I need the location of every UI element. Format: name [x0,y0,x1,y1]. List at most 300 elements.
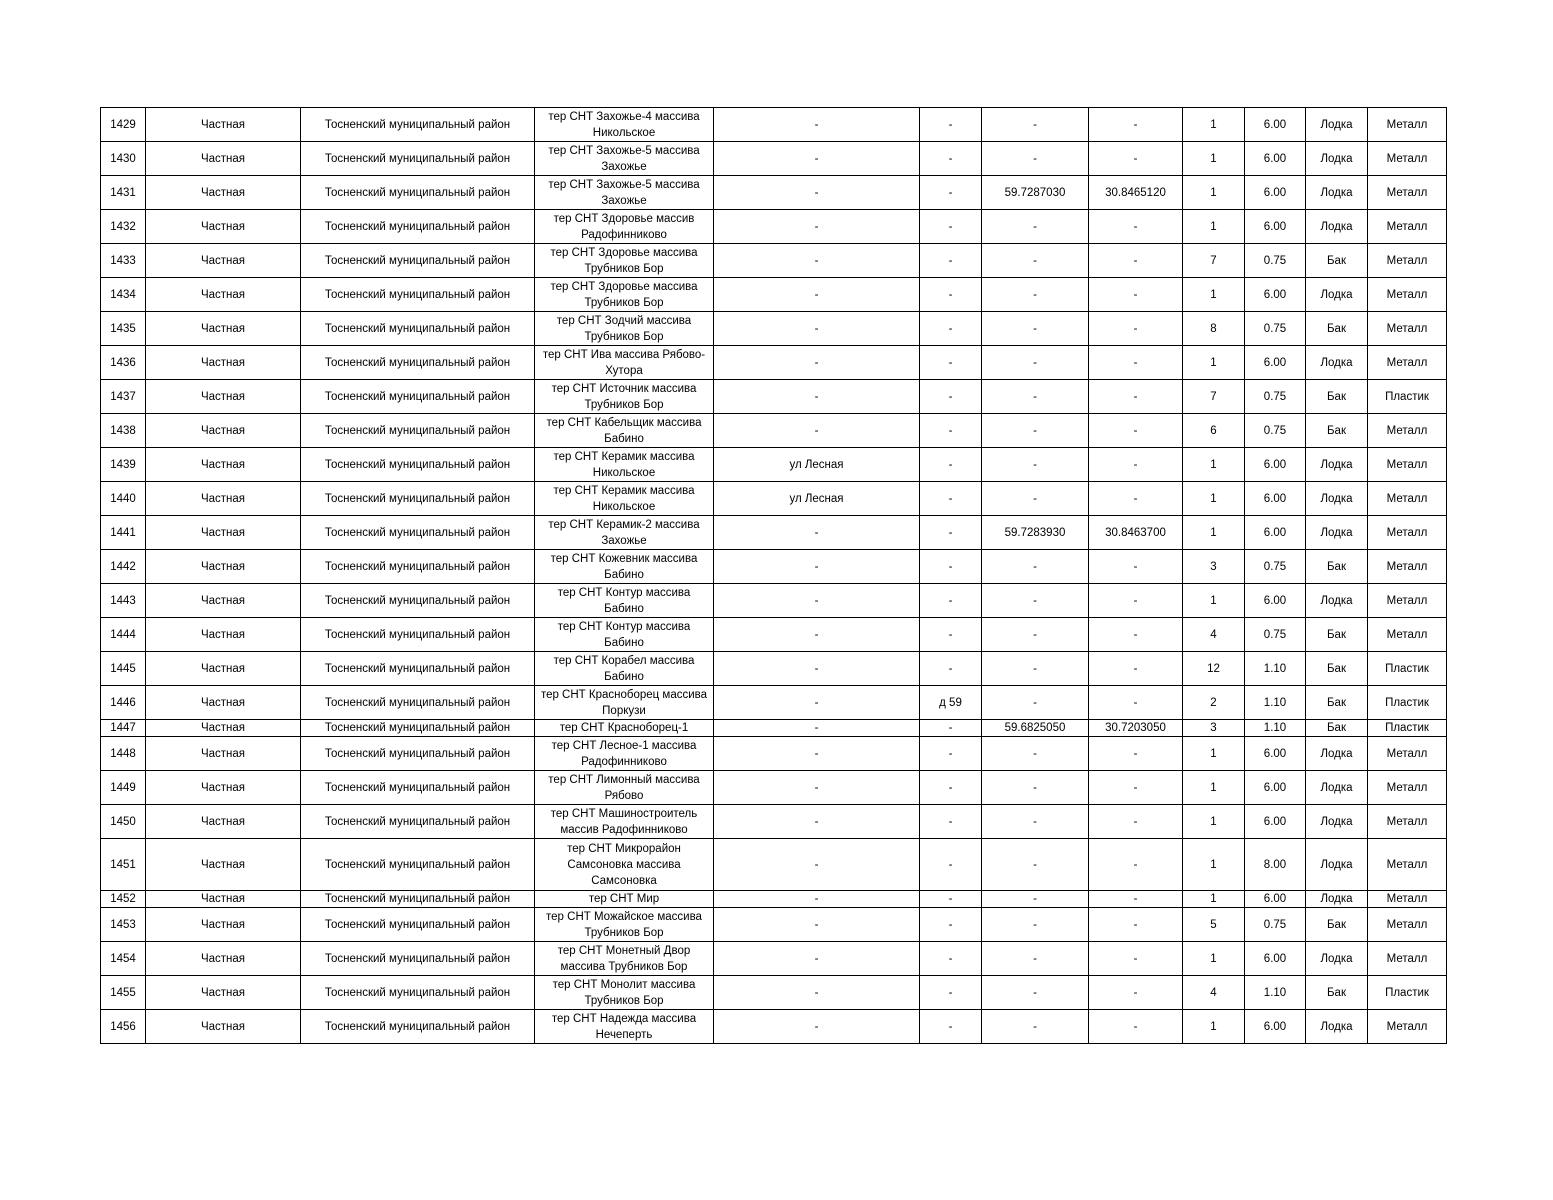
cell-container-material: Металл [1368,942,1447,976]
cell-latitude: - [982,908,1089,942]
cell-container-material: Металл [1368,448,1447,482]
cell-container-volume: 0.75 [1245,380,1306,414]
cell-container-type: Лодка [1306,584,1368,618]
cell-latitude: - [982,839,1089,891]
cell-district: Тосненский муниципальный район [301,584,535,618]
cell-district: Тосненский муниципальный район [301,771,535,805]
cell-longitude: - [1089,278,1183,312]
cell-ownership: Частная [146,414,301,448]
cell-ownership: Частная [146,771,301,805]
cell-district: Тосненский муниципальный район [301,312,535,346]
cell-container-material: Металл [1368,176,1447,210]
cell-container-material: Металл [1368,346,1447,380]
cell-container-count: 6 [1183,414,1245,448]
table-row [101,771,1447,805]
cell-container-volume: 6.00 [1245,891,1306,908]
cell-ownership: Частная [146,737,301,771]
cell-latitude: - [982,652,1089,686]
cell-container-volume: 6.00 [1245,805,1306,839]
cell-container-count: 1 [1183,278,1245,312]
cell-location: тер СНТ Машиностроитель массив Радофинниково [535,805,714,839]
cell-ownership: Частная [146,720,301,737]
cell-container-type: Бак [1306,312,1368,346]
cell-number: 1442 [101,550,146,584]
cell-container-volume: 6.00 [1245,584,1306,618]
cell-district: Тосненский муниципальный район [301,652,535,686]
cell-street: - [714,312,920,346]
cell-latitude: - [982,618,1089,652]
cell-ownership: Частная [146,482,301,516]
cell-district: Тосненский муниципальный район [301,908,535,942]
cell-container-count: 1 [1183,142,1245,176]
cell-container-material: Пластик [1368,976,1447,1010]
cell-number: 1449 [101,771,146,805]
cell-ownership: Частная [146,380,301,414]
cell-latitude: - [982,737,1089,771]
cell-container-volume: 0.75 [1245,244,1306,278]
cell-number: 1432 [101,210,146,244]
cell-district: Тосненский муниципальный район [301,448,535,482]
table-row [101,891,1447,908]
cell-container-count: 1 [1183,584,1245,618]
cell-number: 1439 [101,448,146,482]
cell-longitude: - [1089,380,1183,414]
cell-latitude: - [982,278,1089,312]
cell-ownership: Частная [146,142,301,176]
cell-house: - [920,618,982,652]
table-row [101,210,1447,244]
cell-number: 1451 [101,839,146,891]
cell-longitude: - [1089,686,1183,720]
cell-house: - [920,448,982,482]
cell-house: - [920,278,982,312]
table-row [101,244,1447,278]
cell-ownership: Частная [146,891,301,908]
table-row [101,108,1447,142]
cell-container-material: Металл [1368,210,1447,244]
cell-location: тер СНТ Микрорайон Самсоновка массива Самсоновка [535,839,714,891]
cell-district: Тосненский муниципальный район [301,210,535,244]
cell-container-count: 1 [1183,737,1245,771]
cell-location: тер СНТ Можайское массива Трубников Бор [535,908,714,942]
cell-longitude: - [1089,618,1183,652]
cell-container-material: Металл [1368,771,1447,805]
cell-street: - [714,380,920,414]
cell-number: 1454 [101,942,146,976]
cell-ownership: Частная [146,176,301,210]
cell-container-type: Бак [1306,414,1368,448]
table-row [101,584,1447,618]
cell-ownership: Частная [146,584,301,618]
table-body [101,108,1447,1044]
cell-container-material: Металл [1368,414,1447,448]
cell-ownership: Частная [146,278,301,312]
cell-street: - [714,976,920,1010]
cell-container-volume: 1.10 [1245,720,1306,737]
table-row [101,805,1447,839]
cell-container-volume: 6.00 [1245,942,1306,976]
cell-container-volume: 6.00 [1245,346,1306,380]
table-row [101,942,1447,976]
cell-longitude: - [1089,142,1183,176]
cell-longitude: - [1089,839,1183,891]
cell-district: Тосненский муниципальный район [301,516,535,550]
cell-container-material: Металл [1368,839,1447,891]
cell-container-type: Бак [1306,244,1368,278]
cell-container-type: Лодка [1306,346,1368,380]
cell-container-count: 1 [1183,516,1245,550]
cell-container-type: Бак [1306,976,1368,1010]
cell-container-volume: 6.00 [1245,771,1306,805]
cell-container-count: 2 [1183,686,1245,720]
cell-container-count: 1 [1183,942,1245,976]
cell-ownership: Частная [146,346,301,380]
cell-district: Тосненский муниципальный район [301,414,535,448]
cell-street: - [714,720,920,737]
cell-container-type: Лодка [1306,805,1368,839]
cell-house: - [920,516,982,550]
cell-container-type: Бак [1306,618,1368,652]
cell-house: - [920,720,982,737]
cell-container-type: Лодка [1306,176,1368,210]
cell-number: 1443 [101,584,146,618]
cell-street: ул Лесная [714,448,920,482]
cell-district: Тосненский муниципальный район [301,482,535,516]
cell-longitude: - [1089,652,1183,686]
cell-container-type: Лодка [1306,482,1368,516]
cell-house: - [920,244,982,278]
cell-container-volume: 1.10 [1245,976,1306,1010]
cell-house: - [920,839,982,891]
cell-latitude: - [982,380,1089,414]
table-row [101,720,1447,737]
cell-ownership: Частная [146,976,301,1010]
cell-location: тер СНТ Контур массива Бабино [535,618,714,652]
cell-container-material: Металл [1368,618,1447,652]
cell-district: Тосненский муниципальный район [301,244,535,278]
cell-container-count: 4 [1183,976,1245,1010]
cell-container-volume: 6.00 [1245,737,1306,771]
cell-house: - [920,312,982,346]
cell-latitude: - [982,891,1089,908]
cell-container-count: 1 [1183,771,1245,805]
table-row [101,448,1447,482]
cell-latitude: 59.7287030 [982,176,1089,210]
cell-ownership: Частная [146,686,301,720]
cell-container-count: 7 [1183,244,1245,278]
cell-container-material: Металл [1368,244,1447,278]
cell-location: тер СНТ Корабел массива Бабино [535,652,714,686]
cell-street: - [714,346,920,380]
cell-location: тер СНТ Зодчий массива Трубников Бор [535,312,714,346]
cell-longitude: - [1089,346,1183,380]
cell-number: 1452 [101,891,146,908]
cell-container-type: Лодка [1306,516,1368,550]
cell-district: Тосненский муниципальный район [301,1010,535,1044]
table-row [101,908,1447,942]
cell-street: - [714,891,920,908]
cell-house: д 59 [920,686,982,720]
cell-house: - [920,652,982,686]
cell-street: - [714,908,920,942]
cell-street: - [714,176,920,210]
cell-district: Тосненский муниципальный район [301,142,535,176]
cell-container-volume: 8.00 [1245,839,1306,891]
table-row [101,737,1447,771]
cell-longitude: 30.8463700 [1089,516,1183,550]
cell-latitude: - [982,142,1089,176]
cell-container-count: 1 [1183,176,1245,210]
cell-location: тер СНТ Красноборец массива Поркузи [535,686,714,720]
table-row [101,839,1447,891]
cell-latitude: - [982,346,1089,380]
cell-number: 1434 [101,278,146,312]
cell-container-volume: 6.00 [1245,482,1306,516]
registry-table [100,107,1447,1044]
table-row [101,686,1447,720]
cell-district: Тосненский муниципальный район [301,737,535,771]
cell-container-type: Лодка [1306,942,1368,976]
cell-container-material: Пластик [1368,686,1447,720]
cell-location: тер СНТ Керамик-2 массива Захожье [535,516,714,550]
cell-latitude: - [982,686,1089,720]
cell-district: Тосненский муниципальный район [301,618,535,652]
cell-district: Тосненский муниципальный район [301,380,535,414]
cell-street: - [714,771,920,805]
cell-container-type: Лодка [1306,108,1368,142]
cell-container-material: Металл [1368,1010,1447,1044]
cell-container-material: Металл [1368,908,1447,942]
cell-container-type: Лодка [1306,1010,1368,1044]
cell-container-count: 1 [1183,805,1245,839]
cell-container-count: 7 [1183,380,1245,414]
cell-container-count: 1 [1183,108,1245,142]
cell-container-volume: 0.75 [1245,414,1306,448]
cell-container-type: Лодка [1306,142,1368,176]
cell-location: тер СНТ Монолит массива Трубников Бор [535,976,714,1010]
cell-street: - [714,805,920,839]
cell-street: - [714,942,920,976]
cell-container-material: Металл [1368,550,1447,584]
cell-number: 1455 [101,976,146,1010]
cell-latitude: - [982,1010,1089,1044]
cell-house: - [920,942,982,976]
cell-location: тер СНТ Захожье-5 массива Захожье [535,142,714,176]
cell-house: - [920,210,982,244]
cell-number: 1447 [101,720,146,737]
cell-number: 1433 [101,244,146,278]
cell-location: тер СНТ Здоровье массива Трубников Бор [535,244,714,278]
cell-container-material: Металл [1368,891,1447,908]
cell-latitude: - [982,584,1089,618]
cell-longitude: 30.7203050 [1089,720,1183,737]
cell-street: - [714,584,920,618]
cell-ownership: Частная [146,312,301,346]
cell-container-volume: 6.00 [1245,142,1306,176]
table-row [101,346,1447,380]
cell-longitude: - [1089,550,1183,584]
cell-district: Тосненский муниципальный район [301,176,535,210]
table-row [101,414,1447,448]
cell-container-volume: 6.00 [1245,176,1306,210]
cell-latitude: - [982,805,1089,839]
cell-longitude: - [1089,414,1183,448]
cell-number: 1429 [101,108,146,142]
cell-number: 1438 [101,414,146,448]
cell-container-material: Пластик [1368,652,1447,686]
cell-house: - [920,414,982,448]
cell-latitude: - [982,942,1089,976]
cell-latitude: - [982,448,1089,482]
cell-location: тер СНТ Источник массива Трубников Бор [535,380,714,414]
cell-container-type: Бак [1306,686,1368,720]
cell-container-count: 4 [1183,618,1245,652]
cell-number: 1456 [101,1010,146,1044]
cell-ownership: Частная [146,618,301,652]
cell-latitude: - [982,550,1089,584]
cell-ownership: Частная [146,839,301,891]
cell-district: Тосненский муниципальный район [301,839,535,891]
cell-container-type: Лодка [1306,278,1368,312]
cell-number: 1430 [101,142,146,176]
cell-container-type: Лодка [1306,737,1368,771]
cell-number: 1450 [101,805,146,839]
cell-street: - [714,1010,920,1044]
cell-container-type: Бак [1306,908,1368,942]
cell-longitude: - [1089,771,1183,805]
cell-location: тер СНТ Красноборец-1 [535,720,714,737]
table-row [101,652,1447,686]
cell-house: - [920,584,982,618]
cell-longitude: - [1089,108,1183,142]
cell-location: тер СНТ Кабельщик массива Бабино [535,414,714,448]
cell-location: тер СНТ Керамик массива Никольское [535,482,714,516]
cell-house: - [920,176,982,210]
cell-district: Тосненский муниципальный район [301,720,535,737]
cell-street: - [714,142,920,176]
cell-container-type: Лодка [1306,891,1368,908]
cell-longitude: - [1089,976,1183,1010]
cell-district: Тосненский муниципальный район [301,942,535,976]
cell-house: - [920,1010,982,1044]
cell-container-material: Металл [1368,482,1447,516]
cell-latitude: - [982,771,1089,805]
cell-street: - [714,108,920,142]
cell-longitude: - [1089,908,1183,942]
table-row [101,482,1447,516]
cell-ownership: Частная [146,942,301,976]
cell-container-count: 1 [1183,448,1245,482]
table-row [101,278,1447,312]
cell-latitude: - [982,414,1089,448]
cell-number: 1436 [101,346,146,380]
cell-container-material: Металл [1368,516,1447,550]
cell-number: 1445 [101,652,146,686]
cell-container-volume: 6.00 [1245,210,1306,244]
cell-container-count: 5 [1183,908,1245,942]
cell-location: тер СНТ Захожье-4 массива Никольское [535,108,714,142]
cell-container-volume: 0.75 [1245,550,1306,584]
cell-latitude: - [982,976,1089,1010]
table-row [101,380,1447,414]
cell-street: - [714,618,920,652]
cell-container-volume: 6.00 [1245,1010,1306,1044]
cell-district: Тосненский муниципальный район [301,976,535,1010]
cell-latitude: - [982,482,1089,516]
cell-longitude: - [1089,210,1183,244]
cell-ownership: Частная [146,908,301,942]
table-row [101,312,1447,346]
cell-location: тер СНТ Ива массива Рябово-Хутора [535,346,714,380]
cell-container-type: Лодка [1306,448,1368,482]
cell-container-material: Металл [1368,312,1447,346]
cell-house: - [920,550,982,584]
cell-number: 1437 [101,380,146,414]
cell-container-count: 1 [1183,839,1245,891]
cell-street: - [714,839,920,891]
cell-district: Тосненский муниципальный район [301,278,535,312]
cell-longitude: - [1089,482,1183,516]
cell-house: - [920,380,982,414]
cell-longitude: - [1089,244,1183,278]
cell-container-count: 1 [1183,482,1245,516]
cell-district: Тосненский муниципальный район [301,346,535,380]
cell-house: - [920,908,982,942]
cell-longitude: - [1089,805,1183,839]
table-row [101,976,1447,1010]
cell-longitude: - [1089,448,1183,482]
cell-longitude: 30.8465120 [1089,176,1183,210]
cell-container-volume: 0.75 [1245,618,1306,652]
cell-street: - [714,737,920,771]
cell-house: - [920,142,982,176]
cell-street: - [714,244,920,278]
cell-latitude: - [982,108,1089,142]
cell-district: Тосненский муниципальный район [301,686,535,720]
cell-container-material: Пластик [1368,380,1447,414]
cell-container-material: Металл [1368,278,1447,312]
cell-container-count: 1 [1183,891,1245,908]
cell-number: 1448 [101,737,146,771]
cell-house: - [920,976,982,1010]
cell-number: 1444 [101,618,146,652]
cell-house: - [920,771,982,805]
cell-container-type: Бак [1306,652,1368,686]
cell-number: 1431 [101,176,146,210]
cell-ownership: Частная [146,516,301,550]
cell-container-count: 3 [1183,720,1245,737]
cell-house: - [920,346,982,380]
cell-house: - [920,805,982,839]
table-row [101,550,1447,584]
cell-location: тер СНТ Лимонный массива Рябово [535,771,714,805]
cell-container-type: Лодка [1306,771,1368,805]
cell-container-volume: 1.10 [1245,652,1306,686]
cell-street: - [714,652,920,686]
cell-ownership: Частная [146,210,301,244]
cell-street: ул Лесная [714,482,920,516]
cell-street: - [714,550,920,584]
cell-location: тер СНТ Здоровье массив Радофинниково [535,210,714,244]
cell-container-type: Бак [1306,720,1368,737]
cell-street: - [714,278,920,312]
cell-location: тер СНТ Контур массива Бабино [535,584,714,618]
cell-house: - [920,891,982,908]
cell-container-count: 1 [1183,210,1245,244]
cell-container-count: 8 [1183,312,1245,346]
cell-longitude: - [1089,891,1183,908]
cell-container-count: 12 [1183,652,1245,686]
